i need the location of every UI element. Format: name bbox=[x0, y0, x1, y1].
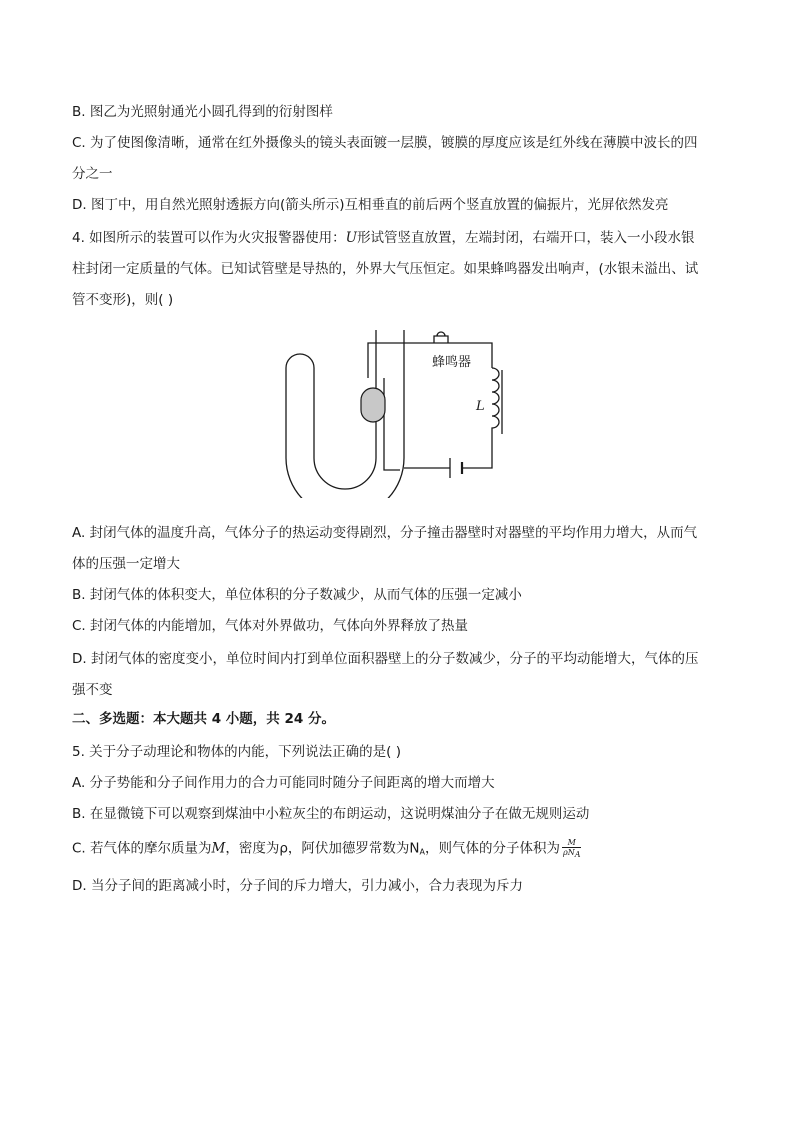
q5-option-b: B. 在显微镜下可以观察到煤油中小粒灰尘的布朗运动，这说明煤油分子在做无规则运动 bbox=[72, 806, 590, 822]
q4-stem-line2: 柱封闭一定质量的气体。已知试管壁是导热的，外界大气压恒定。如果蜂鸣器发出响声，(水银未溢出、试 bbox=[72, 261, 699, 277]
q4-option-d-line2: 强不变 bbox=[72, 682, 113, 698]
q5-option-c: C. 若气体的摩尔质量为M，密度为ρ，阿伏加德罗常数为$N_A$，则气体的分子体积为 $\frac{M}{\text{ρNA}}$ bbox=[72, 838, 581, 859]
q5-option-d: D. 当分子间的距离减小时，分子间的斥力增大，引力减小，合力表现为斥力 bbox=[72, 878, 523, 894]
q4-option-c: C. 封闭气体的内能增加，气体对外界做功，气体向外界释放了热量 bbox=[72, 618, 469, 634]
mercury-column bbox=[361, 388, 385, 422]
q4-stem-line1: 4. 如图所示的装置可以作为火灾报警器使用：U形试管竖直放置，左端封闭，右端开口，装入一小段水银 bbox=[72, 230, 695, 246]
q3-option-c-line1: C. 为了使图像清晰，通常在红外摄像头的镜头表面镀一层膜，镀膜的厚度应该是红外线在薄膜中波长的四 bbox=[72, 135, 698, 151]
q5-stem: 5. 关于分子动理论和物体的内能，下列说法正确的是( ) bbox=[72, 744, 401, 760]
inductor-coil bbox=[492, 368, 499, 438]
q4-option-a-line1: A. 封闭气体的温度升高，气体分子的热运动变得剧烈，分子撞击器壁时对器壁的平均作用力增大，从而气 bbox=[72, 525, 698, 541]
q4-option-a-line2: 体的压强一定增大 bbox=[72, 556, 180, 572]
q4-option-d-line1: D. 封闭气体的密度变小，单位时间内打到单位面积器壁上的分子数减少，分子的平均动能增大，气体的压 bbox=[72, 651, 699, 667]
inductor-label: L bbox=[476, 399, 485, 414]
q3-option-b: B. 图乙为光照射通光小圆孔得到的衍射图样 bbox=[72, 104, 333, 120]
section2-heading: 二、多选题：本大题共 4 小题，共 24 分。 bbox=[72, 711, 335, 727]
buzzer-symbol bbox=[434, 332, 448, 343]
q3-option-d: D. 图丁中，用自然光照射透振方向(箭头所示)互相垂直的前后两个竖直放置的偏振片，光屏依然发亮 bbox=[72, 197, 669, 213]
q5-na-subscript: A bbox=[419, 847, 425, 857]
q5-option-a: A. 分子势能和分子间作用力的合力可能同时随分子间距离的增大而增大 bbox=[72, 775, 495, 791]
q4-var-u: U bbox=[345, 230, 358, 246]
q4-stem-line3: 管不变形)，则( ) bbox=[72, 292, 174, 308]
q3-option-c-line2: 分之一 bbox=[72, 166, 113, 182]
u-tube-inner bbox=[286, 330, 404, 498]
q5-var-m: M bbox=[211, 840, 226, 857]
electrode-wire-right bbox=[384, 378, 400, 470]
circuit-right-wire bbox=[462, 438, 492, 468]
buzzer-label: 蜂鸣器 bbox=[432, 355, 472, 370]
q4-option-b: B. 封闭气体的体积变大，单位体积的分子数减少，从而气体的压强一定减小 bbox=[72, 587, 522, 603]
q5-volume-fraction: $\frac{M}{\text{ρNA}}$ bbox=[563, 838, 581, 859]
fire-alarm-diagram bbox=[280, 318, 520, 498]
